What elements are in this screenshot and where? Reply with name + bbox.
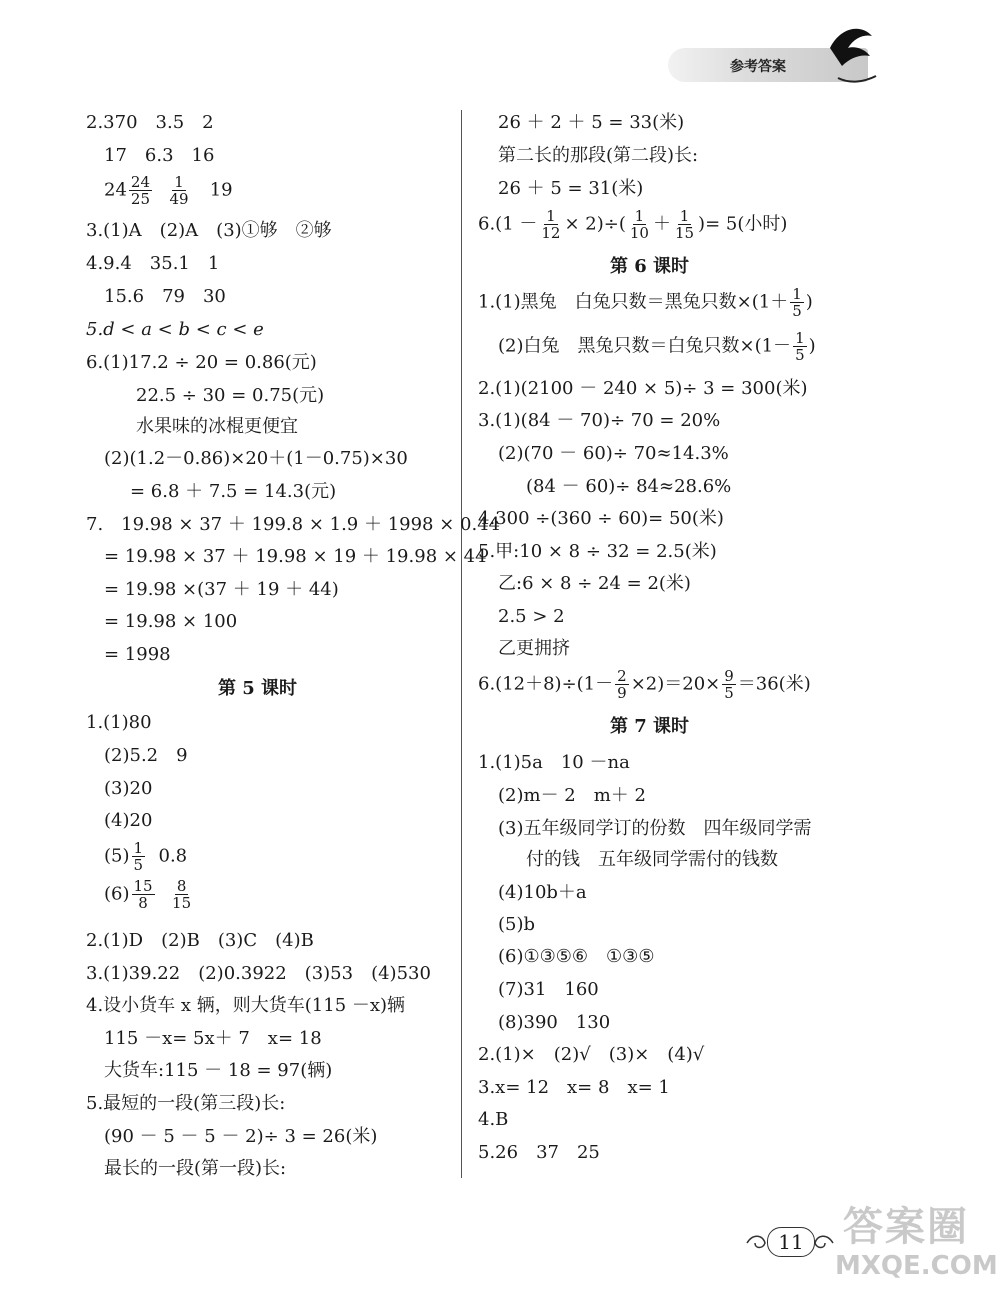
answer-line: 2.(1)D (2)B (3)C (4)B (86, 930, 314, 951)
section-heading: 第 6 课时 (610, 256, 690, 277)
answer-line: (7)31 160 (498, 979, 599, 1000)
answer-line: 4.设小货车 x 辆，则大货车(115 －x)辆 (86, 995, 406, 1016)
column-divider (461, 110, 462, 1178)
fraction: $\frac{9}{5}$ (724, 667, 734, 702)
answer-line: (4)20 (104, 810, 153, 831)
answer-line: (90 － 5 － 5 － 2)÷ 3 = 26(米) (104, 1126, 378, 1147)
fraction: $\frac{24}{25}$ (130, 173, 150, 208)
section-heading: 第 5 课时 (218, 678, 298, 699)
brush-decoration-icon (820, 18, 880, 98)
answer-line: 2.370 3.5 2 (86, 112, 214, 133)
answer-line-fractions: 6.(1 － $\frac{1}{12}$ × 2)÷( $\frac{1}{10}$ ＋ $\frac{1}{15}$ )= 5(小时) (478, 207, 788, 242)
answer-line: 5.d < a < b < c < e (86, 319, 264, 340)
answer-line: 4.9.4 35.1 1 (86, 253, 220, 274)
answer-line-fractions: 1.(1)黑兔 白兔只数＝黑兔只数×(1＋ $\frac{1}{5}$ ) (478, 285, 813, 320)
answer-line: = 1998 (104, 644, 171, 665)
fraction: $\frac{1}{5}$ (792, 285, 802, 320)
answer-line: 4.300 ÷(360 ÷ 60)= 50(米) (478, 508, 724, 529)
answer-line: (2)(1.2－0.86)×20＋(1－0.75)×30 (104, 448, 408, 469)
answer-line-fractions: (6) $\frac{15}{8}$ $\frac{8}{15}$ (104, 877, 192, 912)
answer-line: 水果味的冰棍更便宜 (136, 416, 298, 437)
answer-line: 17 6.3 16 (104, 145, 215, 166)
whole-part: 24 (104, 179, 127, 201)
answer-line: 2.(1)× (2)√ (3)× (4)√ (478, 1044, 705, 1065)
answer-line: = 19.98 × 100 (104, 611, 238, 632)
watermark-logo (835, 1195, 1000, 1293)
answer-line: (84 － 60)÷ 84≈28.6% (526, 476, 732, 497)
answer-line: 2.(1)(2100 － 240 × 5)÷ 3 = 300(米) (478, 378, 808, 399)
answer-line: 2.5 > 2 (498, 606, 565, 627)
answer-line-fractions: (5) $\frac{1}{5}$ 0.8 (104, 839, 188, 874)
answer-line: 3.(1)(84 － 70)÷ 70 = 20% (478, 410, 721, 431)
section-heading: 第 7 课时 (610, 716, 690, 737)
answer-line: 乙:6 × 8 ÷ 24 = 2(米) (498, 573, 691, 594)
answer-line: 5.最短的一段(第三段)长: (86, 1093, 286, 1114)
fraction: $\frac{1}{49}$ (169, 173, 189, 208)
answer-line: 5.甲:10 × 8 ÷ 32 = 2.5(米) (478, 541, 717, 562)
header-label: 参考答案 (730, 59, 786, 75)
page-number-ornament (745, 1225, 835, 1259)
fraction: $\frac{1}{12}$ (541, 207, 561, 242)
answer-line: = 6.8 ＋ 7.5 = 14.3(元) (130, 481, 337, 502)
fraction: $\frac{1}{15}$ (674, 207, 695, 242)
answer-line: (2)(70 － 60)÷ 70≈14.3% (498, 443, 729, 464)
answer-line: 3.(1)A (2)A (3)①够 ②够 (86, 220, 332, 241)
answer-line: (3)20 (104, 778, 153, 799)
answer-line: 26 ＋ 2 ＋ 5 = 33(米) (498, 112, 685, 133)
watermark-url: MXQE.COM (835, 1251, 998, 1281)
answer-line: (6)①③⑤⑥ ①③⑤ (498, 946, 655, 967)
answer-line-fractions: 6.(12＋8)÷(1－ $\frac{2}{9}$ ×2)＝20× $\frac{9}{5}$ ＝36(米) (478, 667, 811, 702)
answer-line: (3)五年级同学订的份数 四年级同学需 (498, 818, 812, 839)
fraction: $\frac{15}{8}$ (133, 877, 153, 912)
answer-line: = 19.98 ×(37 ＋ 19 ＋ 44) (104, 579, 339, 600)
answer-line: 大货车:115 － 18 = 97(辆) (104, 1060, 333, 1081)
answer-line: 第二长的那段(第二段)长: (498, 145, 699, 166)
answer-line: 乙更拥挤 (498, 638, 570, 659)
answer-line: 26 ＋ 5 = 31(米) (498, 178, 644, 199)
answer-line: 3.(1)39.22 (2)0.3922 (3)53 (4)530 (86, 963, 431, 984)
answer-line: = 19.98 × 37 ＋ 19.98 × 19 ＋ 19.98 × 44 (104, 546, 487, 567)
answer-line: (2)5.2 9 (104, 745, 188, 766)
page-number: 11 (767, 1227, 815, 1257)
fraction: $\frac{1}{5}$ (795, 329, 805, 364)
answer-line: 最长的一段(第一段)长: (104, 1158, 287, 1179)
answer-line: 4.B (478, 1109, 509, 1130)
fraction: $\frac{1}{5}$ (133, 839, 144, 874)
fraction: $\frac{1}{10}$ (629, 207, 649, 242)
answer-line-fractions: (2)白兔 黑兔只数＝白兔只数×(1－ $\frac{1}{5}$ ) (498, 329, 816, 364)
answer-line: 付的钱 五年级同学需付的钱数 (526, 849, 778, 870)
answer-line: (8)390 130 (498, 1012, 611, 1033)
answer-line: 1.(1)80 (86, 712, 152, 733)
answer-line: (4)10b＋a (498, 882, 587, 903)
answer-line: 115 －x= 5x＋ 7 x= 18 (104, 1028, 322, 1049)
fraction: $\frac{2}{9}$ (617, 667, 627, 702)
watermark-text: 答案圈 (843, 1204, 969, 1250)
answer-line: 1.(1)5a 10 －na (478, 752, 630, 773)
answer-line: 15.6 79 30 (104, 286, 226, 307)
answer-line: 3.x= 12 x= 8 x= 1 (478, 1077, 670, 1098)
answer-line: 5.26 37 25 (478, 1142, 600, 1163)
answer-line: (2)m－ 2 m＋ 2 (498, 785, 646, 806)
answer-line-fractions: 24 $\frac{24}{25}$ $\frac{1}{49}$ 19 (104, 173, 233, 208)
answer-line: 6.(1)17.2 ÷ 20 = 0.86(元) (86, 352, 317, 373)
answer-line: (5)b (498, 914, 536, 935)
answer-line: 7. 19.98 × 37 ＋ 199.8 × 1.9 ＋ 1998 × 0.44 (86, 514, 501, 535)
answer-line: 22.5 ÷ 30 = 0.75(元) (136, 385, 325, 406)
fraction: $\frac{8}{15}$ (172, 877, 192, 912)
